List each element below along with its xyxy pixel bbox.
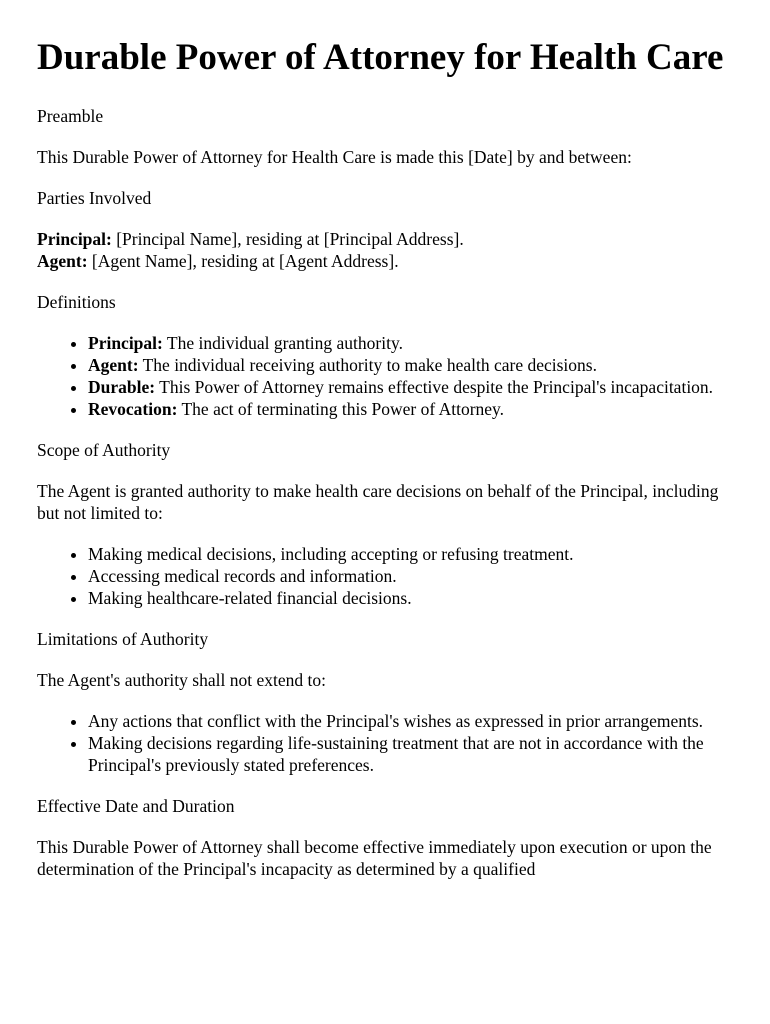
definition-text: The individual granting authority. [162,333,403,353]
definition-item [88,376,733,398]
limitations-intro: The Agent's authority shall not extend to: [37,670,326,690]
definition-term: Principal: [88,333,163,353]
list-item: • Any actions that conflict with the Principal's wishes as expressed in prior arrangements. [88,710,733,732]
principal-label: Principal: [37,229,112,249]
definition-text: The act of terminating this Power of Attorney. [177,399,505,419]
effective-heading: Effective Date and Duration [37,796,235,816]
agent-label: Agent: [37,251,88,271]
list-item: • Accessing medical records and information. [88,565,733,587]
limitations-list [37,710,733,776]
definitions-list [37,332,733,420]
definition-item [88,398,733,420]
definition-item [88,332,733,354]
scope-heading: Scope of Authority [37,440,171,460]
definition-term: Revocation: [88,399,178,419]
scope-intro: The Agent is granted authority to make health care decisions on behalf of the Principal, including but not limited to: [37,481,719,523]
list-item: • Making decisions regarding life-sustaining treatment that are not in accordance with the Principal's previously stated preferences. [88,732,733,776]
list-item: • Making medical decisions, including accepting or refusing treatment. [88,543,733,565]
definition-term: Durable: [88,377,156,397]
parties-block [37,228,733,272]
list-item: • Making healthcare-related financial decisions. [88,587,733,609]
agent-text: [Agent Name], residing at [Agent Address]. [87,251,399,271]
preamble-heading: Preamble [37,106,104,126]
definition-text: The individual receiving authority to make health care decisions. [138,355,597,375]
limitations-heading: Limitations of Authority [37,629,209,649]
scope-list [37,543,733,609]
definition-text: This Power of Attorney remains effective despite the Principal's incapacitation. [155,377,714,397]
document-title: Durable Power of Attorney for Health Care [37,37,724,78]
definitions-heading: Definitions [37,292,116,312]
parties-heading: Parties Involved [37,188,152,208]
definition-item [88,354,733,376]
effective-text: This Durable Power of Attorney shall become effective immediately upon execution or upon the determination of the Principal's incapacity as determined by a qualified [37,837,712,879]
preamble-text: This Durable Power of Attorney for Health Care is made this [Date] by and between: [37,147,632,167]
principal-text: [Principal Name], residing at [Principal Address]. [111,229,464,249]
definition-term: Agent: [88,355,139,375]
